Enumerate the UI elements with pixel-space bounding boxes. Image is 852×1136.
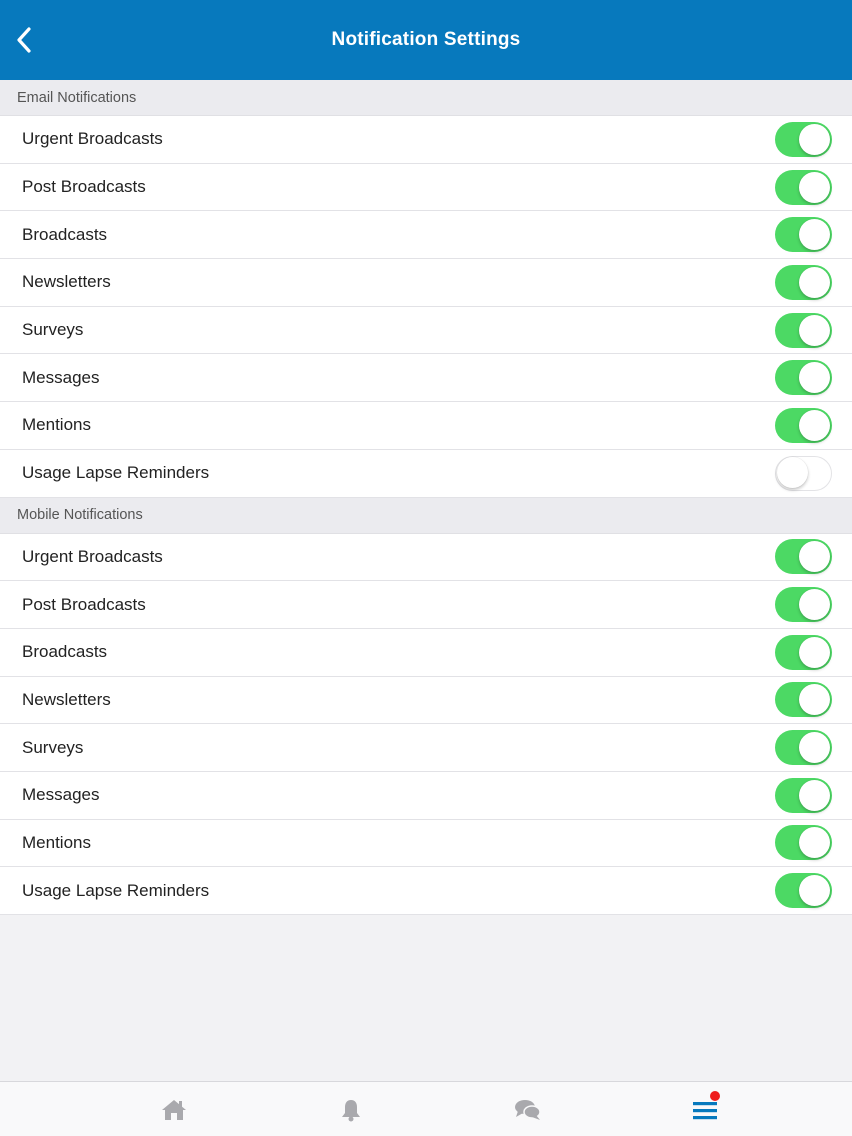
- mobile-notifications-group: [0, 534, 852, 916]
- setting-label: Messages: [22, 367, 100, 387]
- setting-row-email: [0, 354, 852, 402]
- setting-row-email: [0, 307, 852, 355]
- section-header-email: Email Notifications: [0, 80, 852, 116]
- toggle-knob: [799, 315, 830, 346]
- toggle-knob: [777, 457, 808, 488]
- setting-row-mobile: [0, 724, 852, 772]
- setting-label: Messages: [22, 785, 100, 805]
- toggle-knob: [799, 589, 830, 620]
- setting-label: Urgent Broadcasts: [22, 129, 163, 149]
- toggle-knob: [799, 541, 830, 572]
- toggle-switch[interactable]: [775, 122, 832, 157]
- setting-row-mobile: [0, 820, 852, 868]
- chat-bubbles-icon: [514, 1098, 542, 1122]
- home-icon: [160, 1098, 188, 1122]
- setting-row-email: [0, 164, 852, 212]
- page-title: Notification Settings: [331, 29, 521, 50]
- settings-list: [0, 80, 852, 915]
- toggle-knob: [799, 172, 830, 203]
- toggle-switch[interactable]: [775, 360, 832, 395]
- setting-row-email: [0, 402, 852, 450]
- setting-row-mobile: [0, 581, 852, 629]
- setting-label: Newsletters: [22, 272, 111, 292]
- toggle-switch[interactable]: [775, 170, 832, 205]
- toggle-switch[interactable]: [775, 730, 832, 765]
- toggle-switch[interactable]: [775, 778, 832, 813]
- toggle-switch[interactable]: [775, 682, 832, 717]
- setting-label: Urgent Broadcasts: [22, 546, 163, 566]
- toggle-switch[interactable]: [775, 873, 832, 908]
- setting-label: Post Broadcasts: [22, 594, 146, 614]
- setting-label: Mentions: [22, 415, 91, 435]
- section-header-mobile: Mobile Notifications: [0, 498, 852, 534]
- setting-label: Post Broadcasts: [22, 177, 146, 197]
- setting-label: Broadcasts: [22, 224, 108, 244]
- setting-row-mobile: [0, 534, 852, 582]
- toggle-switch[interactable]: [775, 313, 832, 348]
- setting-label: Surveys: [22, 320, 84, 340]
- toggle-switch[interactable]: [775, 635, 832, 670]
- toggle-knob: [799, 219, 830, 250]
- toggle-knob: [799, 410, 830, 441]
- setting-row-email: [0, 259, 852, 307]
- setting-row-email: [0, 116, 852, 164]
- setting-row-mobile: [0, 867, 852, 915]
- setting-row-mobile: [0, 677, 852, 725]
- tab-home[interactable]: [144, 1082, 204, 1136]
- toggle-knob: [799, 684, 830, 715]
- toggle-knob: [799, 875, 830, 906]
- chevron-left-icon: [15, 27, 33, 53]
- tab-messages[interactable]: [498, 1082, 558, 1136]
- toggle-switch[interactable]: [775, 265, 832, 300]
- notification-badge-dot: [710, 1091, 720, 1101]
- tab-menu[interactable]: [675, 1082, 735, 1136]
- setting-label: Newsletters: [22, 689, 111, 709]
- toggle-knob: [799, 637, 830, 668]
- toggle-switch[interactable]: [775, 408, 832, 443]
- toggle-switch[interactable]: [775, 587, 832, 622]
- setting-row-email: [0, 450, 852, 498]
- setting-row-mobile: [0, 772, 852, 820]
- setting-label: Surveys: [22, 737, 84, 757]
- toggle-switch[interactable]: [775, 825, 832, 860]
- toggle-knob: [799, 827, 830, 858]
- back-button[interactable]: [6, 22, 42, 58]
- toggle-switch[interactable]: [775, 456, 832, 491]
- toggle-knob: [799, 124, 830, 155]
- bell-icon: [340, 1098, 362, 1122]
- navigation-bar: [0, 0, 852, 80]
- setting-label: Broadcasts: [22, 642, 108, 662]
- tab-notifications[interactable]: [321, 1082, 381, 1136]
- toggle-switch[interactable]: [775, 217, 832, 252]
- toggle-knob: [799, 780, 830, 811]
- setting-row-email: [0, 211, 852, 259]
- toggle-knob: [799, 362, 830, 393]
- setting-row-mobile: [0, 629, 852, 677]
- setting-label: Usage Lapse Reminders: [22, 463, 210, 483]
- menu-icon: [692, 1098, 718, 1122]
- toggle-knob: [799, 267, 830, 298]
- email-notifications-group: [0, 116, 852, 498]
- setting-label: Usage Lapse Reminders: [22, 880, 210, 900]
- tab-bar: [0, 1081, 852, 1136]
- toggle-knob: [799, 732, 830, 763]
- toggle-switch[interactable]: [775, 539, 832, 574]
- setting-label: Mentions: [22, 832, 91, 852]
